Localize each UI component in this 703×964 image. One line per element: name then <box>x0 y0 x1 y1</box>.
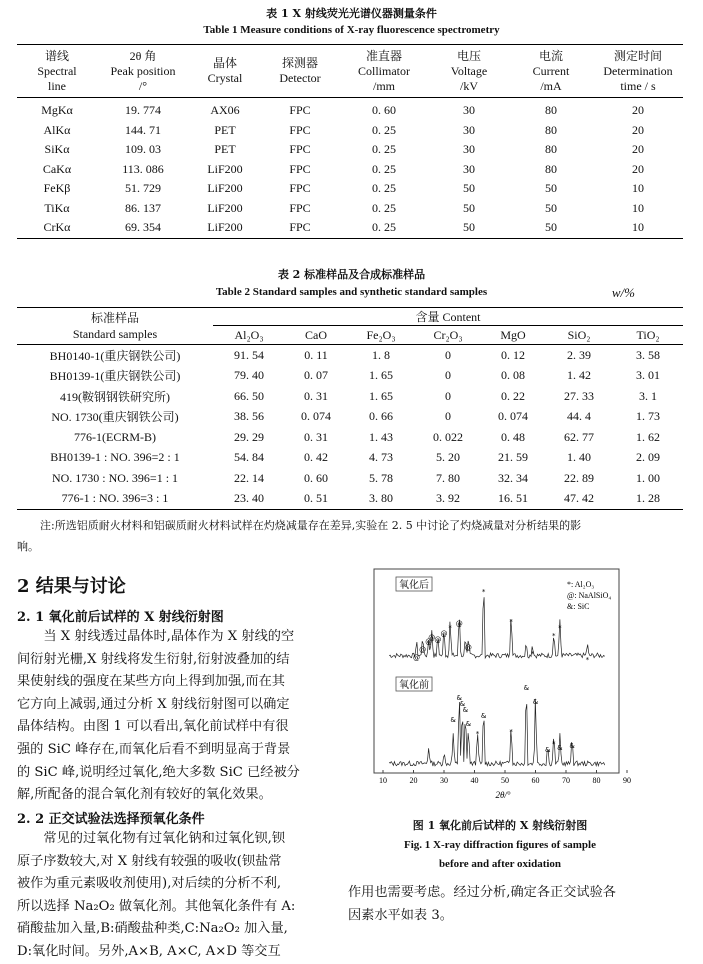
table2-sample-name: 776-1 : NO. 396=3 : 1 <box>61 491 169 506</box>
table1-cell: 109. 03 <box>125 142 161 157</box>
table1-cell: AlKα <box>43 122 71 137</box>
table2-cell: 0. 31 <box>304 429 328 444</box>
table1-cell: 50 <box>463 220 475 235</box>
table1-cell: 30 <box>463 142 475 157</box>
table2-note-line2: 响。 <box>17 540 39 553</box>
table2-cell: 47. 42 <box>564 491 594 506</box>
table-row <box>17 140 683 160</box>
table2-cell: 0. 12 <box>501 347 525 362</box>
table-row <box>17 489 683 510</box>
table2-sample-name: 419(鞍钢钢铁研究所) <box>60 389 170 404</box>
table1-header-cell <box>509 45 593 98</box>
table1-cell: CaKα <box>42 161 72 176</box>
table2-cell: 1. 28 <box>636 491 660 506</box>
table2-cell: 32. 34 <box>498 470 528 485</box>
table1-cell: 50 <box>463 200 475 215</box>
table2-cell: 62. 77 <box>564 429 594 444</box>
peak-marker: @ <box>434 636 442 644</box>
table1-cell: 113. 086 <box>122 161 164 176</box>
table1-cell: FPC <box>289 161 311 176</box>
paragraph-right <box>348 882 688 927</box>
table1-header-cell <box>189 45 261 98</box>
table1-cell: 30 <box>463 161 475 176</box>
table2-cell: 91. 54 <box>234 347 264 362</box>
table1-cell: 144. 71 <box>125 122 161 137</box>
table2-cell: 38. 56 <box>234 409 264 424</box>
table1-cell: 50 <box>463 181 475 196</box>
table1-header-line: 测定时间 <box>613 48 662 63</box>
table1-cell: 20 <box>632 122 644 137</box>
table1-header-line: /kV <box>460 78 478 93</box>
table1-cell: LiF200 <box>207 181 243 196</box>
table1 <box>17 44 683 239</box>
table1-caption-zh: 表 1 X 射线荧光光谱仪器测量条件 <box>266 7 437 20</box>
table1-cell: FPC <box>289 220 311 235</box>
peak-marker: & <box>462 706 469 714</box>
table2-cell: 1. 42 <box>567 368 591 383</box>
peak-marker: @ <box>419 646 427 654</box>
peak-marker: & <box>465 720 472 728</box>
label-after: 氧化后 <box>399 580 429 591</box>
table1-header-line: Determination <box>603 63 673 78</box>
peak-marker: * <box>475 730 480 738</box>
table1-header-line: 电流 <box>538 48 563 63</box>
table1-cell: 0. 25 <box>372 122 396 137</box>
table2-header-sample-en: Standard samples <box>72 327 158 341</box>
subsection-2-1-heading: 2. 1 氧化前后试样的 X 射线衍射图 <box>17 610 224 625</box>
peak-marker: * <box>530 650 535 658</box>
table1-header-line: Voltage <box>450 63 488 78</box>
legend-item-3: &: SiC <box>567 602 590 611</box>
table2-cell: 1. 65 <box>369 368 393 383</box>
table1-cell: 50 <box>545 220 557 235</box>
table-row <box>17 218 683 238</box>
paragraph-line: 间衍射光栅,X 射线将发生衍射,衍射波叠加的结 <box>17 651 290 667</box>
x-tick-label: 50 <box>501 776 509 785</box>
table1-cell: SiKα <box>44 142 70 157</box>
table2-caption-zh: 表 2 标准样品及合成标准样品 <box>277 268 426 281</box>
table2-cell: 0. 60 <box>304 470 328 485</box>
peak-marker: * <box>448 624 452 632</box>
table2-cell: 0 <box>445 409 451 424</box>
table1-cell: PET <box>214 142 236 157</box>
table2-column-header: SiO₂ <box>567 327 591 342</box>
peak-marker: * <box>481 588 486 596</box>
table1-cell: CrKα <box>43 220 71 235</box>
paragraph-line: 果使射线的强度在某些方向上得到加强,而在其 <box>17 674 285 690</box>
table2-cell: 0. 08 <box>501 368 525 383</box>
table2-cell: 16. 51 <box>498 491 528 506</box>
paragraph-line: 常见的过氧化物有过氧化钠和过氧化钡,钡 <box>43 831 285 846</box>
table1-cell: FPC <box>289 142 311 157</box>
paragraph-line: 原子序数较大,对 X 射线有较强的吸收(钡盐常 <box>17 853 282 869</box>
table1-cell: 30 <box>463 122 475 137</box>
table-row <box>17 468 683 489</box>
table2-cell: 0. 074 <box>498 409 528 424</box>
table1-header-line: 谱线 <box>44 48 69 63</box>
table2-unit: w/% <box>611 285 635 300</box>
peak-marker: @ <box>455 620 463 628</box>
table1-cell: 51. 729 <box>125 181 161 196</box>
legend-item-2: @: NaAlSiO₄ <box>567 591 612 600</box>
table1-header-cell <box>97 45 189 98</box>
table2-cell: 0. 22 <box>501 388 525 403</box>
table1-header-line: Current <box>532 63 570 78</box>
table1-cell: 0. 25 <box>372 200 396 215</box>
table1-cell: 10 <box>632 181 644 196</box>
paragraph-2-1 <box>17 626 333 807</box>
table1-cell: 20 <box>632 103 644 118</box>
table1-cell: FPC <box>289 200 311 215</box>
table1-cell: FPC <box>289 122 311 137</box>
figure-caption-en-2: before and after oxidation <box>438 858 562 870</box>
label-before: 氧化前 <box>399 680 429 691</box>
table2-cell: 1. 40 <box>567 450 591 465</box>
table1-cell: 20 <box>632 161 644 176</box>
table2-cell: 4. 73 <box>369 450 393 465</box>
table-row <box>17 448 683 469</box>
table1-header-line: Crystal <box>207 71 243 85</box>
table2-sample-name: 776-1(ECRM-B) <box>74 429 156 444</box>
table2-cell: 0. 51 <box>304 491 328 506</box>
table1-cell: 10 <box>632 200 644 215</box>
paragraph-line: 它方向上减弱,通过分析 X 射线衍射图可以确定 <box>17 696 290 712</box>
table1-cell: 80 <box>545 122 557 137</box>
table1-cell: 30 <box>463 103 475 118</box>
table2-cell: 54. 84 <box>234 450 264 465</box>
table1-header-cell <box>339 45 429 98</box>
x-tick-label: 40 <box>470 776 479 785</box>
table1-header-line: 2θ 角 <box>129 48 157 63</box>
table1-header-line: 电压 <box>456 48 481 63</box>
table2-cell: 2. 39 <box>567 347 591 362</box>
peak-marker: @ <box>413 654 421 662</box>
table2-cell: 5. 78 <box>369 470 393 485</box>
table2-cell: 7. 80 <box>436 470 460 485</box>
table2-cell: 79. 40 <box>234 368 264 383</box>
table1-cell: 0. 25 <box>372 161 396 176</box>
peak-marker: @ <box>440 630 448 638</box>
paragraph-line: 硝酸盐加入量,B:硝酸盐种类,C:Na₂O₂ 加入量, <box>17 921 288 937</box>
table1-header-line: Collimator <box>358 63 410 78</box>
table2-cell: 27. 33 <box>564 388 594 403</box>
paragraph-line: D:氧化时间。另外,A×B, A×C, A×D 等交互 <box>17 943 281 959</box>
table2-sample-name: NO. 1730(重庆钢铁公司) <box>51 410 179 425</box>
table2-cell: 1. 8 <box>372 347 390 362</box>
table-row <box>17 199 683 219</box>
table-row <box>17 160 683 180</box>
x-tick-label: 10 <box>379 776 387 785</box>
table-row <box>17 345 683 366</box>
table-row <box>17 427 683 448</box>
table2-caption-en: Table 2 Standard samples and synthetic standard samples <box>215 286 488 298</box>
table2-cell: 22. 14 <box>234 470 264 485</box>
table2-cell: 1. 43 <box>369 429 393 444</box>
table1-header-cell <box>593 45 683 98</box>
table1-cell: 80 <box>545 103 557 118</box>
table2-cell: 2. 09 <box>636 450 660 465</box>
table1-header-cell <box>17 45 97 98</box>
table2-column-header: MgO <box>500 327 526 342</box>
table2-cell: 21. 59 <box>498 450 528 465</box>
x-tick-label: 70 <box>562 776 570 785</box>
paragraph-line: 因素水平如表 3。 <box>348 907 453 923</box>
table1-header-cell <box>429 45 509 98</box>
x-tick-label: 20 <box>409 776 418 785</box>
table1-header-line: /mA <box>540 78 562 93</box>
table1-cell: LiF200 <box>207 200 243 215</box>
peak-marker: * <box>509 618 513 626</box>
peak-marker: @ <box>425 638 433 646</box>
table1-cell: LiF200 <box>207 220 243 235</box>
table1-cell: MgKα <box>41 103 73 118</box>
table1-header-line: Spectral <box>37 63 77 78</box>
table1-cell: 0. 60 <box>372 103 396 118</box>
table1-cell: 0. 25 <box>372 142 396 157</box>
table1-header-cell <box>261 45 339 98</box>
figure-caption-zh: 图 1 氧化前后试样的 X 射线衍射图 <box>412 819 588 832</box>
table1-header-line: /mm <box>372 78 395 93</box>
table2-cell: 3. 01 <box>636 368 660 383</box>
table2-cell: 0 <box>445 347 451 362</box>
table2-cell: 22. 89 <box>564 470 594 485</box>
paragraph-2-2 <box>17 828 333 964</box>
table-row <box>17 386 683 407</box>
table2-cell: 29. 29 <box>234 429 264 444</box>
table1-cell: LiF200 <box>207 161 243 176</box>
legend-item-1: *: Al₂O₃ <box>567 580 595 589</box>
table2-header-content: 含量 Content <box>213 308 683 326</box>
table1-cell: 69. 354 <box>125 220 161 235</box>
table2-cell: 1. 73 <box>636 409 660 424</box>
x-tick-label: 80 <box>592 776 601 785</box>
table2-column-header: TiO₂ <box>636 327 660 342</box>
peak-marker: & <box>569 742 575 750</box>
table2-sample-name: NO. 1730 : NO. 396=1 : 1 <box>51 470 179 485</box>
table2-cell: 0. 11 <box>304 347 328 362</box>
paragraph-line: 所以选择 Na₂O₂ 做氧化剂。其他氧化条件有 A: <box>17 898 296 914</box>
table2-cell: 3. 80 <box>369 491 393 506</box>
x-tick-label: 90 <box>623 776 631 785</box>
table1-header-line: 准直器 <box>365 48 402 63</box>
table2-cell: 0. 074 <box>301 409 331 424</box>
table1-cell: FeKβ <box>43 181 71 196</box>
table2-cell: 0 <box>445 388 451 403</box>
table2-sample-name: BH0139-1(重庆钢铁公司) <box>49 369 181 384</box>
table1-cell: 86. 137 <box>125 200 161 215</box>
peak-marker: @ <box>464 644 472 652</box>
table2-cell: 44. 4 <box>567 409 591 424</box>
table1-caption-en: Table 1 Measure conditions of X-ray fluorescence spectrometry <box>203 24 500 36</box>
table2-cell: 5. 20 <box>436 450 460 465</box>
table2-cell: 1. 00 <box>636 470 660 485</box>
table1-cell: FPC <box>289 181 311 196</box>
table1-header-line: Peak position <box>110 63 176 78</box>
paragraph-line: 解,所配备的混合氧化剂有较好的氧化效果。 <box>17 787 272 803</box>
table2-note-line1: 注:所选铝质耐火材料和铝碳质耐火材料试样在灼烧减量存在差异,实验在 2. 5 中讨论了灼烧减量对分析结果的影 <box>40 519 582 532</box>
table-row <box>17 407 683 428</box>
xrd-peak-markers <box>413 588 590 754</box>
table2-cell: 0. 48 <box>501 429 525 444</box>
peak-marker: & <box>557 744 563 752</box>
table1-cell: FPC <box>289 103 311 118</box>
paragraph-line: 的 SiC 峰,说明经过氧化,绝大多数 SiC 已经被分 <box>17 764 300 780</box>
table1-cell: 10 <box>632 220 644 235</box>
table1-header-line: 探测器 <box>281 56 318 70</box>
xrd-pattern-before <box>389 699 605 766</box>
table2-column-header: CaO <box>305 327 327 342</box>
xrd-figure <box>365 566 645 798</box>
table-row <box>17 121 683 141</box>
table2-column-header: Al₂O₃ <box>234 327 264 342</box>
table1-header-line: 晶体 <box>212 56 237 70</box>
x-tick-label: 60 <box>531 776 540 785</box>
table1-cell: 50 <box>545 200 557 215</box>
table2-cell: 0. 31 <box>304 388 328 403</box>
xrd-trace <box>389 699 605 766</box>
peak-marker: & <box>450 716 456 724</box>
table1-cell: 0. 25 <box>372 220 396 235</box>
table1-cell: PET <box>214 122 236 137</box>
table2-cell: 0. 66 <box>369 409 393 424</box>
table2-cell: 0. 42 <box>304 450 328 465</box>
table2-sample-name: BH0139-1 : NO. 396=2 : 1 <box>50 450 180 465</box>
table1-cell: 0. 25 <box>372 181 396 196</box>
peak-marker: * <box>558 624 562 632</box>
peak-marker: & <box>544 746 551 754</box>
table2-cell: 0. 07 <box>304 368 328 383</box>
peak-marker: & <box>532 698 539 706</box>
x-tick-label: 30 <box>440 776 448 785</box>
table-row <box>17 179 683 199</box>
table1-cell: 50 <box>545 181 557 196</box>
table-row <box>17 366 683 387</box>
paragraph-line: 当 X 射线透过晶体时,晶体作为 X 射线的空 <box>43 629 295 644</box>
table1-cell: AX06 <box>210 103 240 118</box>
table2-sample-name: BH0140-1(重庆钢铁公司) <box>49 348 181 363</box>
peak-marker: * <box>509 728 513 736</box>
peak-marker: * <box>552 632 556 640</box>
table2-header-sample-zh: 标准样品 <box>90 311 139 325</box>
table2-cell: 1. 62 <box>636 429 660 444</box>
table2 <box>17 307 683 510</box>
subsection-2-2-heading: 2. 2 正交试验法选择预氧化条件 <box>17 812 205 827</box>
table1-header-line: /° <box>138 78 148 93</box>
table1-cell: TiKα <box>44 200 70 215</box>
table2-cell: 0 <box>445 368 451 383</box>
table1-cell: 80 <box>545 142 557 157</box>
peak-marker: & <box>456 694 462 702</box>
paragraph-line: 作用也需要考虑。经过分析,确定各正交试验各 <box>348 885 616 900</box>
table1-header-line: time / s <box>620 78 656 93</box>
section-heading: 2 结果与讨论 <box>17 576 126 597</box>
x-axis-ticks <box>379 770 631 785</box>
table2-cell: 23. 40 <box>234 491 264 506</box>
peak-marker: & <box>459 700 466 708</box>
table2-cell: 3. 1 <box>639 388 657 403</box>
paragraph-line: 强的 SiC 峰存在,而氧化后看不到明显高于背景 <box>17 741 291 757</box>
peak-marker: & <box>480 712 487 720</box>
table2-cell: 66. 50 <box>234 388 264 403</box>
peak-marker: * <box>552 740 556 748</box>
table1-header-line: line <box>48 78 66 93</box>
table2-cell: 3. 58 <box>636 347 660 362</box>
table2-cell: 3. 92 <box>436 491 460 506</box>
table1-cell: 19. 774 <box>125 103 161 118</box>
peak-marker: & <box>523 684 530 692</box>
table-row <box>17 98 683 121</box>
x-axis-label: 2θ/° <box>495 790 511 798</box>
table2-cell: 1. 65 <box>369 388 393 403</box>
table2-column-header: Fe₂O₃ <box>366 327 396 342</box>
table1-cell: 20 <box>632 142 644 157</box>
paragraph-line: 晶体结构。由图 1 可以看出,氧化前试样中有很 <box>17 719 289 735</box>
table1-cell: 80 <box>545 161 557 176</box>
paragraph-line: 被作为重元素吸收剂使用),对后续的分析不利, <box>17 876 282 892</box>
figure-caption-en-1: Fig. 1 X-ray diffraction figures of sample <box>404 839 596 851</box>
table1-header-line: Detector <box>279 71 321 85</box>
table2-cell: 0. 022 <box>433 429 463 444</box>
peak-marker: * <box>585 656 590 664</box>
table2-column-header: Cr₂O₃ <box>433 327 463 342</box>
peak-marker: @ <box>428 634 436 642</box>
